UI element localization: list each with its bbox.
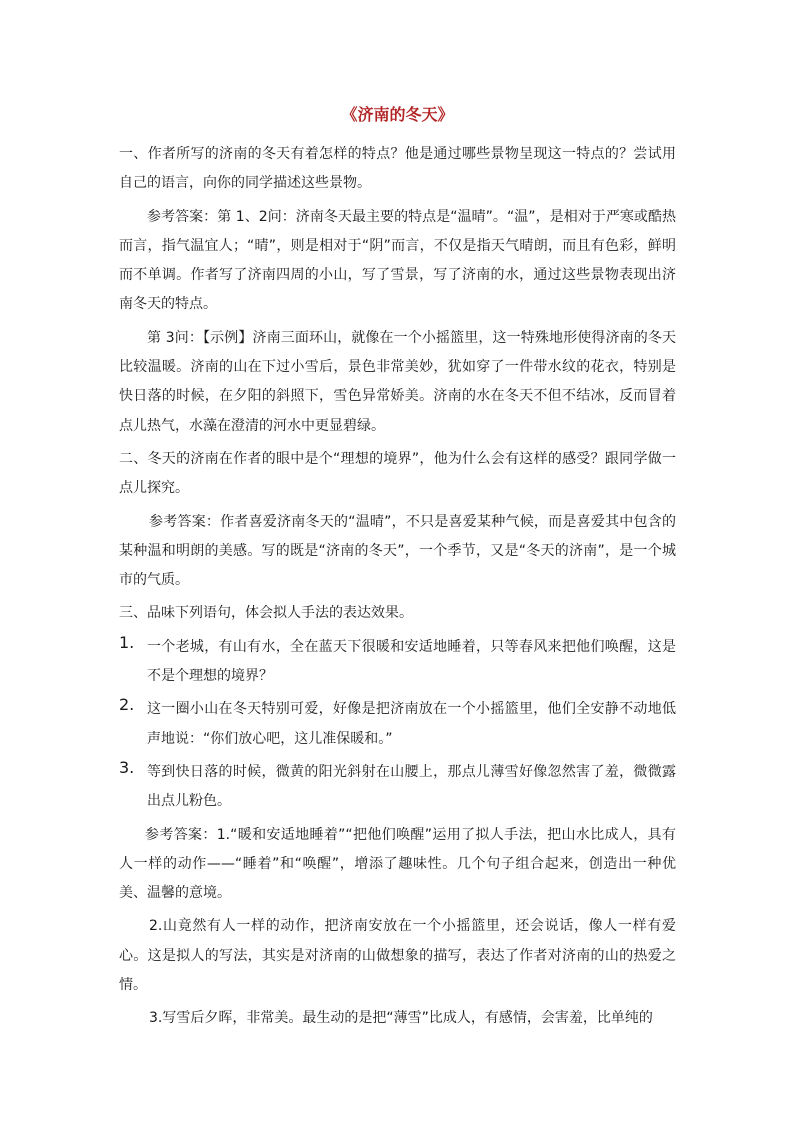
document-body [119,140,676,1038]
document-title: 《济南的冬天》 [341,105,454,124]
question-1: 一、作者所写的济南的冬天有着怎样的特点？他是通过哪些景物呈现这一特点的？尝试用自己的语言，向你的同学描述这些景物。 [119,146,676,192]
list-item-text: 一个老城，有山有水，全在蓝天下很暖和安适地睡着，只等春风来把他们唤醒，这是不是个理想的境界？ [147,638,676,685]
answer-1-part-a: 参考答案：第 1、2问：济南冬天最主要的特点是“温晴”。“温”，是相对于严寒或酷热而言，指气温宜人；“晴”，则是相对于“阴”而言，不仅是指天气晴朗，而且有色彩，鲜明而不单调。作者写了济南四周的小山，写了雪景，写了济南的水，通过这些景物表现出济南冬天的特点。 [119,208,676,313]
answer-3-part-c: 3.写雪后夕晖，非常美。最生动的是把“薄雪”比成人，有感情，会害羞，比单纯的 [149,1010,653,1027]
question-2: 二、冬天的济南在作者的眼中是个“理想的境界”，他为什么会有这样的感受？跟同学做一点儿探究。 [119,450,676,497]
list-item [119,633,676,692]
answer-3-part-a: 参考答案：1.“暖和安适地睡着”“把他们唤醒”运用了拟人手法，把山水比成人，具有人一样的动作——“睡着”和“唤醒”，增添了趣味性。几个句子组合起来，创造出一种优美、温馨的意境。 [119,826,676,902]
list-item [119,695,676,754]
list-item-number: 2. [119,695,135,715]
list-item [119,758,676,817]
list-item-text: 等到快日落的时候，微黄的阳光斜射在山腰上，那点儿薄雪好像忽然害了羞，微微露出点儿粉色。 [147,763,676,810]
answer-1-part-b: 第 3问：【示例】济南三面环山，就像在一个小摇篮里，这一特殊地形使得济南的冬天比较温暖。济南的山在下过小雪后，景色非常美妙，犹如穿了一件带水纹的花衣，特别是快日落的时候，在夕阳的斜照下，雪色异常娇美。济南的水在冬天不但不结冰，反而冒着点儿热气，水藻在澄清的河水中更显碧绿。 [119,329,676,434]
answer-3-part-b: 2.山竟然有人一样的动作，把济南安放在一个小摇篮里，还会说话，像人一样有爱心。这是拟人的写法，其实是对济南的山做想象的描写，表达了作者对济南的山的热爱之情。 [119,918,676,994]
question-3: 三、品味下列语句，体会拟人手法的表达效果。 [119,605,413,622]
list-item-number: 3. [119,757,135,777]
list-item-number: 1. [119,632,135,652]
list-item-text: 这一圈小山在冬天特别可爱，好像是把济南放在一个小摇篮里，他们全安静不动地低声地说：“你们放心吧，这儿准保暖和。” [147,701,676,747]
answer-2: 参考答案：作者喜爱济南冬天的“温晴”，不只是喜爱某种气候，而是喜爱其中包含的某种温和明朗的美感。写的既是“济南的冬天”，一个季节，又是“冬天的济南”，是一个城市的气质。 [119,513,676,589]
